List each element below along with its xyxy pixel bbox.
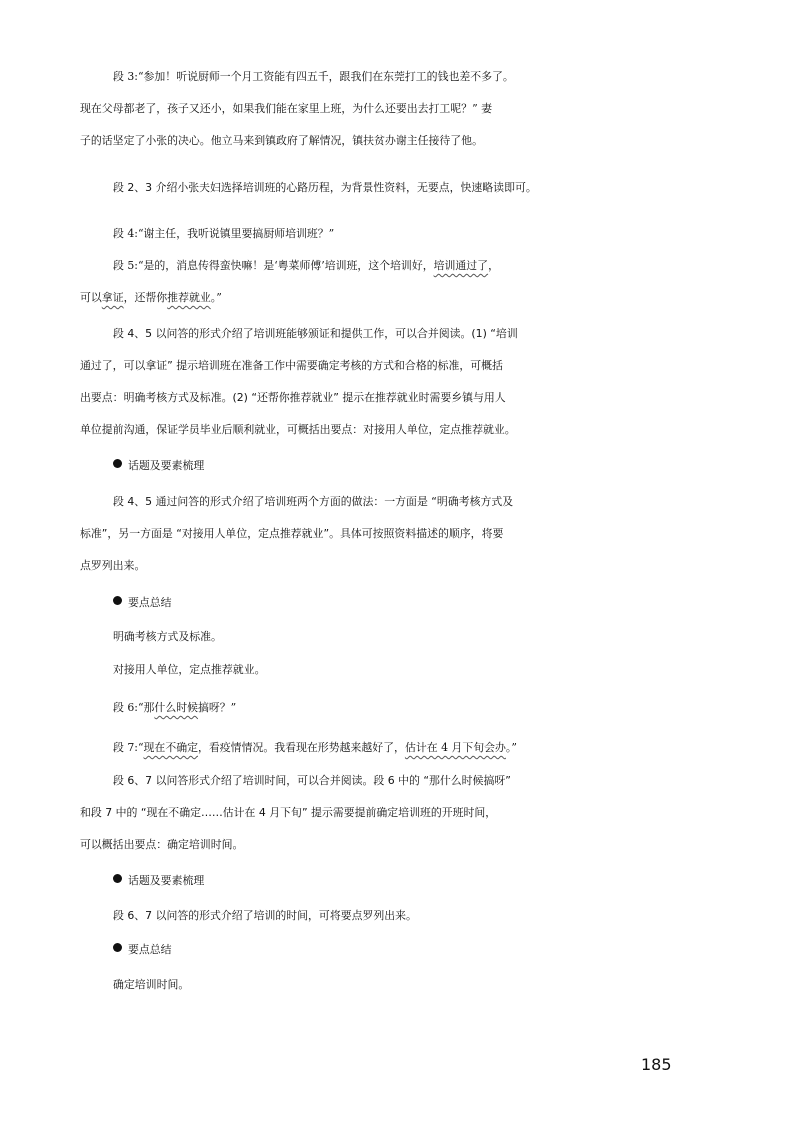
- section-heading: 要点总结: [0, 939, 800, 961]
- paragraph-line: 段 7:“现在不确定，看疫情情况。我看现在形势越来越好了，估计在 4 月下旬会办。”: [113, 741, 517, 754]
- analysis-line: 出要点：明确考核方式及标准。(2) “还帮你推荐就业” 提示在推荐就业时需要乡镇与用人: [80, 391, 506, 404]
- wavy-underline-text: 什么时候: [154, 701, 198, 714]
- wavy-underline-text: 现在不确定: [143, 741, 198, 754]
- section-heading: 要点总结: [0, 592, 800, 614]
- analysis-line: 段 2、3 介绍小张夫妇选择培训班的心路历程，为背景性资料，无要点，快速略读即可。: [113, 181, 537, 194]
- bullet-icon: [113, 459, 122, 468]
- analysis-line: 可以概括出要点：确定培训时间。: [80, 838, 244, 851]
- wavy-underline-text: 估计在 4 月下旬会办: [404, 741, 506, 754]
- summary-point: 明确考核方式及标准。: [113, 630, 222, 643]
- page-number: 185: [641, 1055, 672, 1074]
- section-heading: 话题及要素梳理: [0, 870, 800, 892]
- analysis-line: 段 4、5 通过问答的形式介绍了培训班两个方面的做法：一方面是 “明确考核方式及: [113, 495, 514, 508]
- analysis-line: 点罗列出来。: [80, 559, 146, 572]
- paragraph-line: 可以拿证，还帮你推荐就业。”: [80, 291, 222, 304]
- paragraph-line: 段 6:“那什么时候搞呀？”: [113, 701, 237, 714]
- summary-point: 对接用人单位，定点推荐就业。: [113, 663, 266, 676]
- analysis-line: 段 6、7 以问答形式介绍了培训时间，可以合并阅读。段 6 中的 “那什么时候搞呀”: [113, 774, 511, 787]
- section-heading: 话题及要素梳理: [0, 455, 800, 477]
- bullet-icon: [113, 874, 122, 883]
- bullet-icon: [113, 596, 122, 605]
- analysis-line: 标准”，另一方面是 “对接用人单位，定点推荐就业”。具体可按照资料描述的顺序，将要: [80, 527, 504, 540]
- wavy-underline-text: 推荐就业: [167, 291, 211, 304]
- bullet-icon: [113, 943, 122, 952]
- analysis-line: 段 4、5 以问答的形式介绍了培训班能够颁证和提供工作，可以合并阅读。(1) “培训: [113, 327, 518, 340]
- paragraph-line: 段 4:“谢主任，我听说镇里要搞厨师培训班？”: [113, 227, 335, 240]
- analysis-line: 段 6、7 以问答的形式介绍了培训的时间，可将要点罗列出来。: [113, 909, 417, 922]
- wavy-underline-text: 拿证: [101, 291, 124, 304]
- analysis-line: 和段 7 中的 “现在不确定……估计在 4 月下旬” 提示需要提前确定培训班的开班时间，: [80, 806, 497, 819]
- paragraph-line: 段 3:“参加！听说厨师一个月工资能有四五千，跟我们在东莞打工的钱也差不多了。: [113, 70, 514, 83]
- analysis-line: 通过了，可以拿证” 提示培训班在准备工作中需要确定考核的方式和合格的标准，可概括: [80, 359, 503, 372]
- wavy-underline-text: 培训通过了: [433, 259, 489, 272]
- paragraph-line: 段 5:“是的，消息传得蛮快嘛！是‘粤菜师傅’培训班，这个培训好，培训通过了，: [113, 259, 499, 272]
- summary-point: 确定培训时间。: [113, 978, 190, 991]
- paragraph-line: 子的话坚定了小张的决心。他立马来到镇政府了解情况，镇扶贫办谢主任接待了他。: [80, 134, 483, 147]
- paragraph-line: 现在父母都老了，孩子又还小，如果我们能在家里上班，为什么还要出去打工呢？” 妻: [80, 102, 492, 115]
- analysis-line: 单位提前沟通，保证学员毕业后顺利就业，可概括出要点：对接用人单位，定点推荐就业。: [80, 423, 516, 436]
